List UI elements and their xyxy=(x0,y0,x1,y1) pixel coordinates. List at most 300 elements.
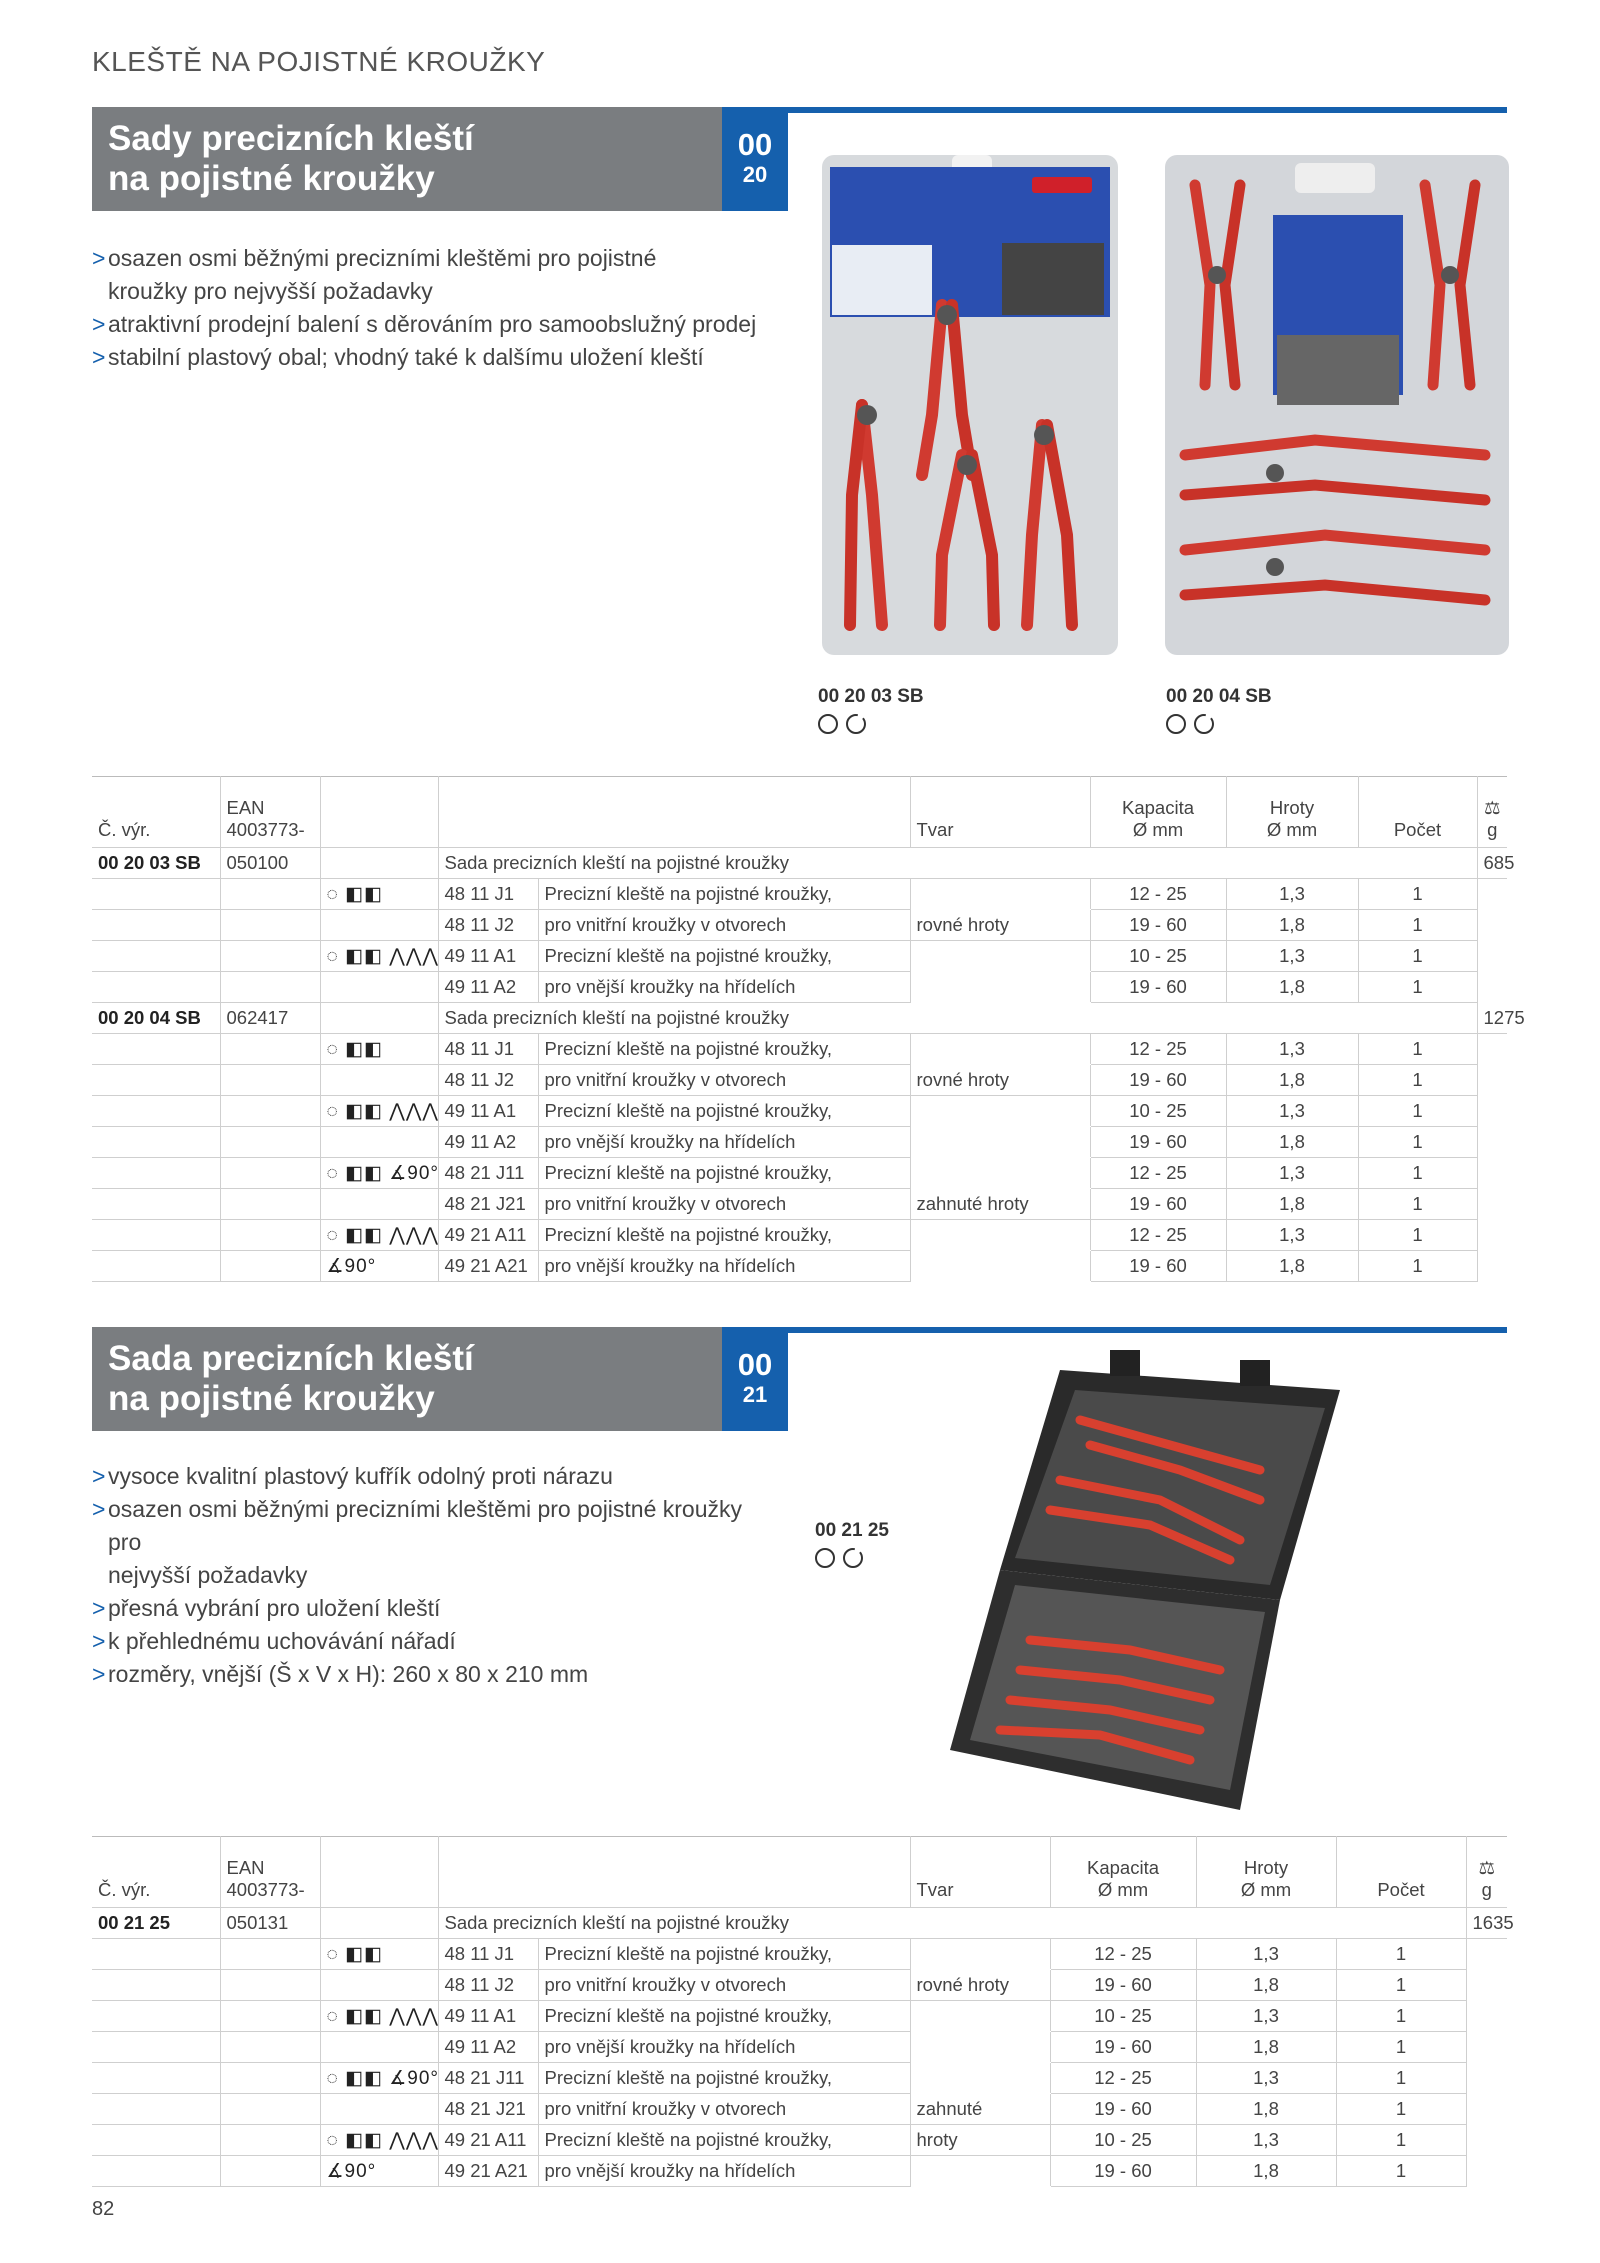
col-ean-line1: EAN xyxy=(226,1857,265,1878)
capacity-value: 12 - 25 xyxy=(1050,2063,1196,2094)
col-tips-line1: Hroty xyxy=(1269,797,1315,818)
component-row xyxy=(92,2156,1507,2187)
weight-value xyxy=(1477,1127,1507,1158)
col-weight-unit: g xyxy=(1481,1879,1492,1900)
product-code-00-20-04-sb: 00 20 04 SB xyxy=(1166,686,1272,707)
quantity: 1 xyxy=(1358,1220,1477,1251)
article-number: 00 21 25 xyxy=(92,1908,220,1939)
tip-shape: zahnuté hroty xyxy=(910,1189,1090,1220)
tip-shape: hroty xyxy=(910,2125,1050,2156)
capacity-value: 19 - 60 xyxy=(1050,2032,1196,2063)
quantity: 1 xyxy=(1336,2094,1466,2125)
weight-value xyxy=(1477,1189,1507,1220)
tip-shape xyxy=(910,1096,1090,1127)
component-row xyxy=(92,1220,1507,1251)
tip-shape xyxy=(910,1939,1050,1970)
product-code-00-20-03-sb: 00 20 03 SB xyxy=(818,686,924,707)
quantity: 1 xyxy=(1358,1096,1477,1127)
component-description: Precizní kleště na pojistné kroužky, xyxy=(538,2001,910,2032)
feature-icons xyxy=(320,910,438,941)
col-desc xyxy=(438,1837,910,1908)
weight-value xyxy=(1477,1251,1507,1282)
feature-icons: ◌ ◧◧ ⋀⋀⋀ xyxy=(320,941,438,972)
capacity-value: 10 - 25 xyxy=(1050,2125,1196,2156)
component-row xyxy=(92,2001,1507,2032)
tip-diameter: 1,3 xyxy=(1226,941,1358,972)
col-weight xyxy=(1466,1837,1507,1908)
bullet-continuation: kroužky pro nejvyšší požadavky xyxy=(108,278,433,304)
component-row xyxy=(92,1096,1507,1127)
component-row xyxy=(92,972,1507,1003)
quantity: 1 xyxy=(1358,1251,1477,1282)
section2-blue-rule xyxy=(788,1327,1507,1333)
tip-diameter: 1,3 xyxy=(1226,1034,1358,1065)
ean-code: 050131 xyxy=(220,1908,320,1939)
table-header-row xyxy=(92,1837,1507,1908)
ean-code xyxy=(220,972,320,1003)
feature-icons: ◌ ◧◧ ∡90° xyxy=(320,1158,438,1189)
tip-diameter: 1,8 xyxy=(1226,1251,1358,1282)
component-article: 49 21 A11 xyxy=(438,2125,538,2156)
col-weight xyxy=(1477,777,1507,848)
bullet-item: > osazen osmi běžnými precizními kleštěmi pro pojistné xyxy=(92,242,772,275)
component-article: 49 11 A2 xyxy=(438,2032,538,2063)
set-description: Sada precizních kleští na pojistné kroužky xyxy=(438,1003,1477,1034)
component-article: 48 11 J2 xyxy=(438,910,538,941)
tip-diameter: 1,8 xyxy=(1196,2156,1336,2187)
feature-icons xyxy=(320,1127,438,1158)
quantity: 1 xyxy=(1358,1189,1477,1220)
quantity: 1 xyxy=(1336,1939,1466,1970)
section1-title-line2: na pojistné kroužky xyxy=(108,159,435,198)
section1-blue-rule xyxy=(788,107,1507,113)
component-description: Precizní kleště na pojistné kroužky, xyxy=(538,879,910,910)
tip-diameter: 1,8 xyxy=(1226,1189,1358,1220)
col-tips-line1: Hroty xyxy=(1243,1857,1289,1878)
weight-value: 685 xyxy=(1477,848,1507,879)
bullet-item: > k přehlednému uchovávání nářadí xyxy=(92,1625,772,1658)
article-number xyxy=(92,1127,220,1158)
capacity-value: 19 - 60 xyxy=(1090,1065,1226,1096)
ean-code xyxy=(220,1065,320,1096)
section2-code-top: 00 xyxy=(737,1347,773,1382)
article-number xyxy=(92,2125,220,2156)
col-capacity xyxy=(1090,777,1226,848)
component-description: Precizní kleště na pojistné kroužky, xyxy=(538,1034,910,1065)
tip-shape: rovné hroty xyxy=(910,1065,1090,1096)
product-code-00-21-25: 00 21 25 xyxy=(815,1520,889,1541)
tip-diameter: 1,8 xyxy=(1196,2094,1336,2125)
component-description: pro vnitřní kroužky v otvorech xyxy=(538,1189,910,1220)
capacity-value: 12 - 25 xyxy=(1090,879,1226,910)
ean-code xyxy=(220,1034,320,1065)
quantity: 1 xyxy=(1358,910,1477,941)
section1-code-bottom: 20 xyxy=(742,162,768,187)
feature-icons: ◌ ◧◧ ⋀⋀⋀ xyxy=(320,2001,438,2032)
component-description: pro vnitřní kroužky v otvorech xyxy=(538,1065,910,1096)
weight-value xyxy=(1477,941,1507,972)
section1-bullets xyxy=(92,242,772,374)
component-description: pro vnější kroužky na hřídelích xyxy=(538,2156,910,2187)
feature-icons: ◌ ◧◧ ⋀⋀⋀ xyxy=(320,1220,438,1251)
col-weight-unit: g xyxy=(1487,819,1498,840)
component-article: 49 21 A21 xyxy=(438,2156,538,2187)
article-number xyxy=(92,1096,220,1127)
bullet-item: > rozměry, vnější (Š x V x H): 260 x 80 x 210 mm xyxy=(92,1658,772,1691)
component-description: Precizní kleště na pojistné kroužky, xyxy=(538,2125,910,2156)
component-row xyxy=(92,1189,1507,1220)
tip-diameter: 1,8 xyxy=(1226,972,1358,1003)
icons-cell xyxy=(320,848,438,879)
feature-icons xyxy=(320,2094,438,2125)
spec-table-2 xyxy=(92,1836,1514,2187)
component-article: 49 11 A1 xyxy=(438,941,538,972)
component-row xyxy=(92,1251,1507,1282)
ean-code xyxy=(220,1939,320,1970)
quantity: 1 xyxy=(1358,972,1477,1003)
ring-icons-a xyxy=(818,712,868,741)
col-tips-line2: Ø mm xyxy=(1240,1879,1292,1900)
quantity: 1 xyxy=(1336,2125,1466,2156)
ean-code xyxy=(220,1158,320,1189)
product-image-00-20-04-sb xyxy=(1165,155,1509,655)
quantity: 1 xyxy=(1336,2032,1466,2063)
article-number xyxy=(92,2032,220,2063)
capacity-value: 10 - 25 xyxy=(1090,1096,1226,1127)
quantity: 1 xyxy=(1336,1970,1466,2001)
col-desc xyxy=(438,777,910,848)
page-number: 82 xyxy=(92,2198,115,2220)
article-number: 00 20 04 SB xyxy=(92,1003,220,1034)
set-row xyxy=(92,848,1507,879)
set-row xyxy=(92,1908,1507,1939)
ean-code xyxy=(220,2063,320,2094)
article-number xyxy=(92,1251,220,1282)
article-number xyxy=(92,879,220,910)
section2-title-line1: Sada precizních kleští xyxy=(108,1339,474,1378)
col-ean xyxy=(220,777,320,848)
capacity-value: 12 - 25 xyxy=(1090,1034,1226,1065)
capacity-value: 12 - 25 xyxy=(1050,1939,1196,1970)
tip-shape: rovné hroty xyxy=(910,1970,1050,2001)
component-article: 49 11 A2 xyxy=(438,972,538,1003)
article-number xyxy=(92,2001,220,2032)
col-art: Č. výr. xyxy=(92,777,220,848)
weight-value xyxy=(1477,1096,1507,1127)
tip-diameter: 1,8 xyxy=(1226,1127,1358,1158)
feature-icons: ◌ ◧◧ xyxy=(320,1034,438,1065)
article-number xyxy=(92,1189,220,1220)
tip-diameter: 1,8 xyxy=(1226,1065,1358,1096)
component-row xyxy=(92,1970,1507,2001)
col-ean-line2: 4003773- xyxy=(226,819,305,840)
tip-diameter: 1,8 xyxy=(1196,1970,1336,2001)
component-description: pro vnější kroužky na hřídelích xyxy=(538,1127,910,1158)
ean-code xyxy=(220,910,320,941)
component-article: 48 21 J11 xyxy=(438,1158,538,1189)
component-article: 49 11 A2 xyxy=(438,1127,538,1158)
ean-code xyxy=(220,1127,320,1158)
capacity-value: 19 - 60 xyxy=(1090,1251,1226,1282)
feature-icons: ∡90° xyxy=(320,2156,438,2187)
tip-shape xyxy=(910,1127,1090,1158)
quantity: 1 xyxy=(1358,1127,1477,1158)
scale-icon: ⚖ xyxy=(1483,797,1501,818)
component-row xyxy=(92,879,1507,910)
feature-icons: ∡90° xyxy=(320,1251,438,1282)
section2-code-box xyxy=(722,1327,788,1431)
weight-value xyxy=(1466,2032,1507,2063)
weight-value xyxy=(1477,1158,1507,1189)
bullet-item: > osazen osmi běžnými precizními kleštěmi pro pojistné kroužky pro xyxy=(92,1493,772,1559)
article-number xyxy=(92,1220,220,1251)
weight-value: 1275 xyxy=(1477,1003,1507,1034)
bullet-continuation: nejvyšší požadavky xyxy=(108,1562,308,1588)
section1-code-top: 00 xyxy=(737,127,773,162)
ean-code xyxy=(220,879,320,910)
weight-value xyxy=(1477,879,1507,910)
capacity-value: 19 - 60 xyxy=(1090,972,1226,1003)
tip-shape: zahnuté xyxy=(910,2094,1050,2125)
tip-diameter: 1,3 xyxy=(1226,879,1358,910)
feature-icons xyxy=(320,2032,438,2063)
feature-icons: ◌ ◧◧ xyxy=(320,879,438,910)
section2-code-bottom: 21 xyxy=(742,1382,768,1407)
component-row xyxy=(92,2094,1507,2125)
feature-icons: ◌ ◧◧ xyxy=(320,1939,438,1970)
feature-icons: ◌ ◧◧ ∡90° xyxy=(320,2063,438,2094)
component-row xyxy=(92,1065,1507,1096)
article-number xyxy=(92,1939,220,1970)
tip-diameter: 1,8 xyxy=(1226,910,1358,941)
capacity-value: 19 - 60 xyxy=(1050,1970,1196,2001)
bullet-item: > přesná vybrání pro uložení kleští xyxy=(92,1592,772,1625)
tip-shape xyxy=(910,1034,1090,1065)
spec-table-1 xyxy=(92,776,1525,1282)
ean-code xyxy=(220,2094,320,2125)
ean-code: 050100 xyxy=(220,848,320,879)
component-row xyxy=(92,941,1507,972)
col-ean-line1: EAN xyxy=(226,797,265,818)
article-number xyxy=(92,941,220,972)
component-article: 48 11 J1 xyxy=(438,1034,538,1065)
article-number xyxy=(92,972,220,1003)
component-article: 49 11 A1 xyxy=(438,2001,538,2032)
weight-value xyxy=(1477,1220,1507,1251)
section1-title xyxy=(92,107,722,211)
component-description: Precizní kleště na pojistné kroužky, xyxy=(538,1158,910,1189)
quantity: 1 xyxy=(1336,2063,1466,2094)
section1-title-line1: Sady precizních kleští xyxy=(108,119,474,158)
tip-shape xyxy=(910,1158,1090,1189)
capacity-value: 12 - 25 xyxy=(1090,1220,1226,1251)
feature-icons: ◌ ◧◧ ⋀⋀⋀ xyxy=(320,2125,438,2156)
component-row xyxy=(92,910,1507,941)
scale-icon: ⚖ xyxy=(1478,1857,1496,1878)
ean-code xyxy=(220,1251,320,1282)
tip-diameter: 1,3 xyxy=(1226,1158,1358,1189)
bullet-item: > atraktivní prodejní balení s děrováním pro samoobslužný prodej xyxy=(92,308,772,341)
tip-diameter: 1,3 xyxy=(1196,1939,1336,1970)
capacity-value: 19 - 60 xyxy=(1090,910,1226,941)
icons-cell xyxy=(320,1908,438,1939)
weight-value xyxy=(1466,2001,1507,2032)
article-number xyxy=(92,1065,220,1096)
component-article: 48 11 J2 xyxy=(438,1065,538,1096)
component-description: pro vnitřní kroužky v otvorech xyxy=(538,910,910,941)
col-qty: Počet xyxy=(1358,777,1477,848)
component-article: 49 11 A1 xyxy=(438,1096,538,1127)
capacity-value: 19 - 60 xyxy=(1090,1189,1226,1220)
component-description: pro vnitřní kroužky v otvorech xyxy=(538,1970,910,2001)
tip-diameter: 1,3 xyxy=(1196,2001,1336,2032)
component-description: Precizní kleště na pojistné kroužky, xyxy=(538,1220,910,1251)
tip-shape xyxy=(910,2032,1050,2063)
component-article: 49 21 A11 xyxy=(438,1220,538,1251)
tip-shape: rovné hroty xyxy=(910,910,1090,941)
weight-value: 1635 xyxy=(1466,1908,1507,1939)
article-number xyxy=(92,2156,220,2187)
col-capacity-line2: Ø mm xyxy=(1097,1879,1149,1900)
ean-code xyxy=(220,1220,320,1251)
capacity-value: 19 - 60 xyxy=(1050,2094,1196,2125)
component-row xyxy=(92,2125,1507,2156)
quantity: 1 xyxy=(1336,2001,1466,2032)
feature-icons xyxy=(320,1189,438,1220)
col-capacity-line1: Kapacita xyxy=(1087,1857,1159,1878)
table-header-row xyxy=(92,777,1507,848)
col-tips-line2: Ø mm xyxy=(1266,819,1318,840)
capacity-value: 10 - 25 xyxy=(1090,941,1226,972)
set-description: Sada precizních kleští na pojistné kroužky xyxy=(438,848,1477,879)
article-number xyxy=(92,1970,220,2001)
article-number xyxy=(92,1034,220,1065)
component-description: pro vnější kroužky na hřídelích xyxy=(538,2032,910,2063)
capacity-value: 19 - 60 xyxy=(1090,1127,1226,1158)
tip-shape xyxy=(910,2063,1050,2094)
component-article: 48 11 J1 xyxy=(438,879,538,910)
component-description: Precizní kleště na pojistné kroužky, xyxy=(538,1939,910,1970)
tip-shape xyxy=(910,2001,1050,2032)
tip-shape xyxy=(910,941,1090,972)
component-row xyxy=(92,1939,1507,1970)
section2-title xyxy=(92,1327,722,1431)
quantity: 1 xyxy=(1336,2156,1466,2187)
weight-value xyxy=(1477,1065,1507,1096)
component-article: 48 11 J2 xyxy=(438,1970,538,2001)
tip-shape xyxy=(910,972,1090,1003)
feature-icons xyxy=(320,1970,438,2001)
section2-title-line2: na pojistné kroužky xyxy=(108,1379,435,1418)
component-article: 49 21 A21 xyxy=(438,1251,538,1282)
weight-value xyxy=(1477,910,1507,941)
component-description: Precizní kleště na pojistné kroužky, xyxy=(538,1096,910,1127)
weight-value xyxy=(1477,972,1507,1003)
product-image-00-20-03-sb xyxy=(822,155,1118,655)
article-number xyxy=(92,1158,220,1189)
capacity-value: 10 - 25 xyxy=(1050,2001,1196,2032)
ean-code xyxy=(220,2001,320,2032)
col-ean-line2: 4003773- xyxy=(226,1879,305,1900)
col-art: Č. výr. xyxy=(92,1837,220,1908)
quantity: 1 xyxy=(1358,1158,1477,1189)
component-description: pro vnější kroužky na hřídelích xyxy=(538,1251,910,1282)
quantity: 1 xyxy=(1358,1034,1477,1065)
set-row xyxy=(92,1003,1507,1034)
product-image-00-21-25 xyxy=(940,1350,1360,1820)
tip-diameter: 1,8 xyxy=(1196,2032,1336,2063)
weight-value xyxy=(1466,2125,1507,2156)
bullet-item: > vysoce kvalitní plastový kufřík odolný proti nárazu xyxy=(92,1460,772,1493)
ring-icons-c xyxy=(815,1546,865,1575)
weight-value xyxy=(1466,2063,1507,2094)
component-article: 48 11 J1 xyxy=(438,1939,538,1970)
article-number xyxy=(92,2094,220,2125)
component-row xyxy=(92,1158,1507,1189)
article-number: 00 20 03 SB xyxy=(92,848,220,879)
tip-diameter: 1,3 xyxy=(1226,1220,1358,1251)
tip-diameter: 1,3 xyxy=(1226,1096,1358,1127)
tip-shape xyxy=(910,1220,1090,1251)
component-article: 48 21 J21 xyxy=(438,2094,538,2125)
weight-value xyxy=(1466,2156,1507,2187)
quantity: 1 xyxy=(1358,1065,1477,1096)
tip-diameter: 1,3 xyxy=(1196,2125,1336,2156)
tip-diameter: 1,3 xyxy=(1196,2063,1336,2094)
section2-bullets xyxy=(92,1460,772,1691)
col-shape: Tvar xyxy=(910,777,1090,848)
component-row xyxy=(92,2063,1507,2094)
col-capacity xyxy=(1050,1837,1196,1908)
ring-icons-b xyxy=(1166,712,1216,741)
col-icons xyxy=(320,777,438,848)
col-shape: Tvar xyxy=(910,1837,1050,1908)
set-description: Sada precizních kleští na pojistné kroužky xyxy=(438,1908,1466,1939)
col-ean xyxy=(220,1837,320,1908)
component-description: pro vnější kroužky na hřídelích xyxy=(538,972,910,1003)
quantity: 1 xyxy=(1358,879,1477,910)
component-article: 48 21 J11 xyxy=(438,2063,538,2094)
feature-icons xyxy=(320,972,438,1003)
article-number xyxy=(92,910,220,941)
weight-value xyxy=(1466,1970,1507,2001)
tip-shape xyxy=(910,2156,1050,2187)
capacity-value: 19 - 60 xyxy=(1050,2156,1196,2187)
ean-code xyxy=(220,1970,320,2001)
tip-shape xyxy=(910,879,1090,910)
feature-icons: ◌ ◧◧ ⋀⋀⋀ xyxy=(320,1096,438,1127)
component-row xyxy=(92,1127,1507,1158)
ean-code xyxy=(220,941,320,972)
col-qty: Počet xyxy=(1336,1837,1466,1908)
ean-code xyxy=(220,1189,320,1220)
ean-code: 062417 xyxy=(220,1003,320,1034)
section1-code-box xyxy=(722,107,788,211)
component-row xyxy=(92,1034,1507,1065)
icons-cell xyxy=(320,1003,438,1034)
feature-icons xyxy=(320,1065,438,1096)
component-description: Precizní kleště na pojistné kroužky, xyxy=(538,941,910,972)
component-row xyxy=(92,2032,1507,2063)
quantity: 1 xyxy=(1358,941,1477,972)
ean-code xyxy=(220,2125,320,2156)
weight-value xyxy=(1466,2094,1507,2125)
weight-value xyxy=(1477,1034,1507,1065)
component-description: pro vnitřní kroužky v otvorech xyxy=(538,2094,910,2125)
ean-code xyxy=(220,2156,320,2187)
weight-value xyxy=(1466,1939,1507,1970)
article-number xyxy=(92,2063,220,2094)
